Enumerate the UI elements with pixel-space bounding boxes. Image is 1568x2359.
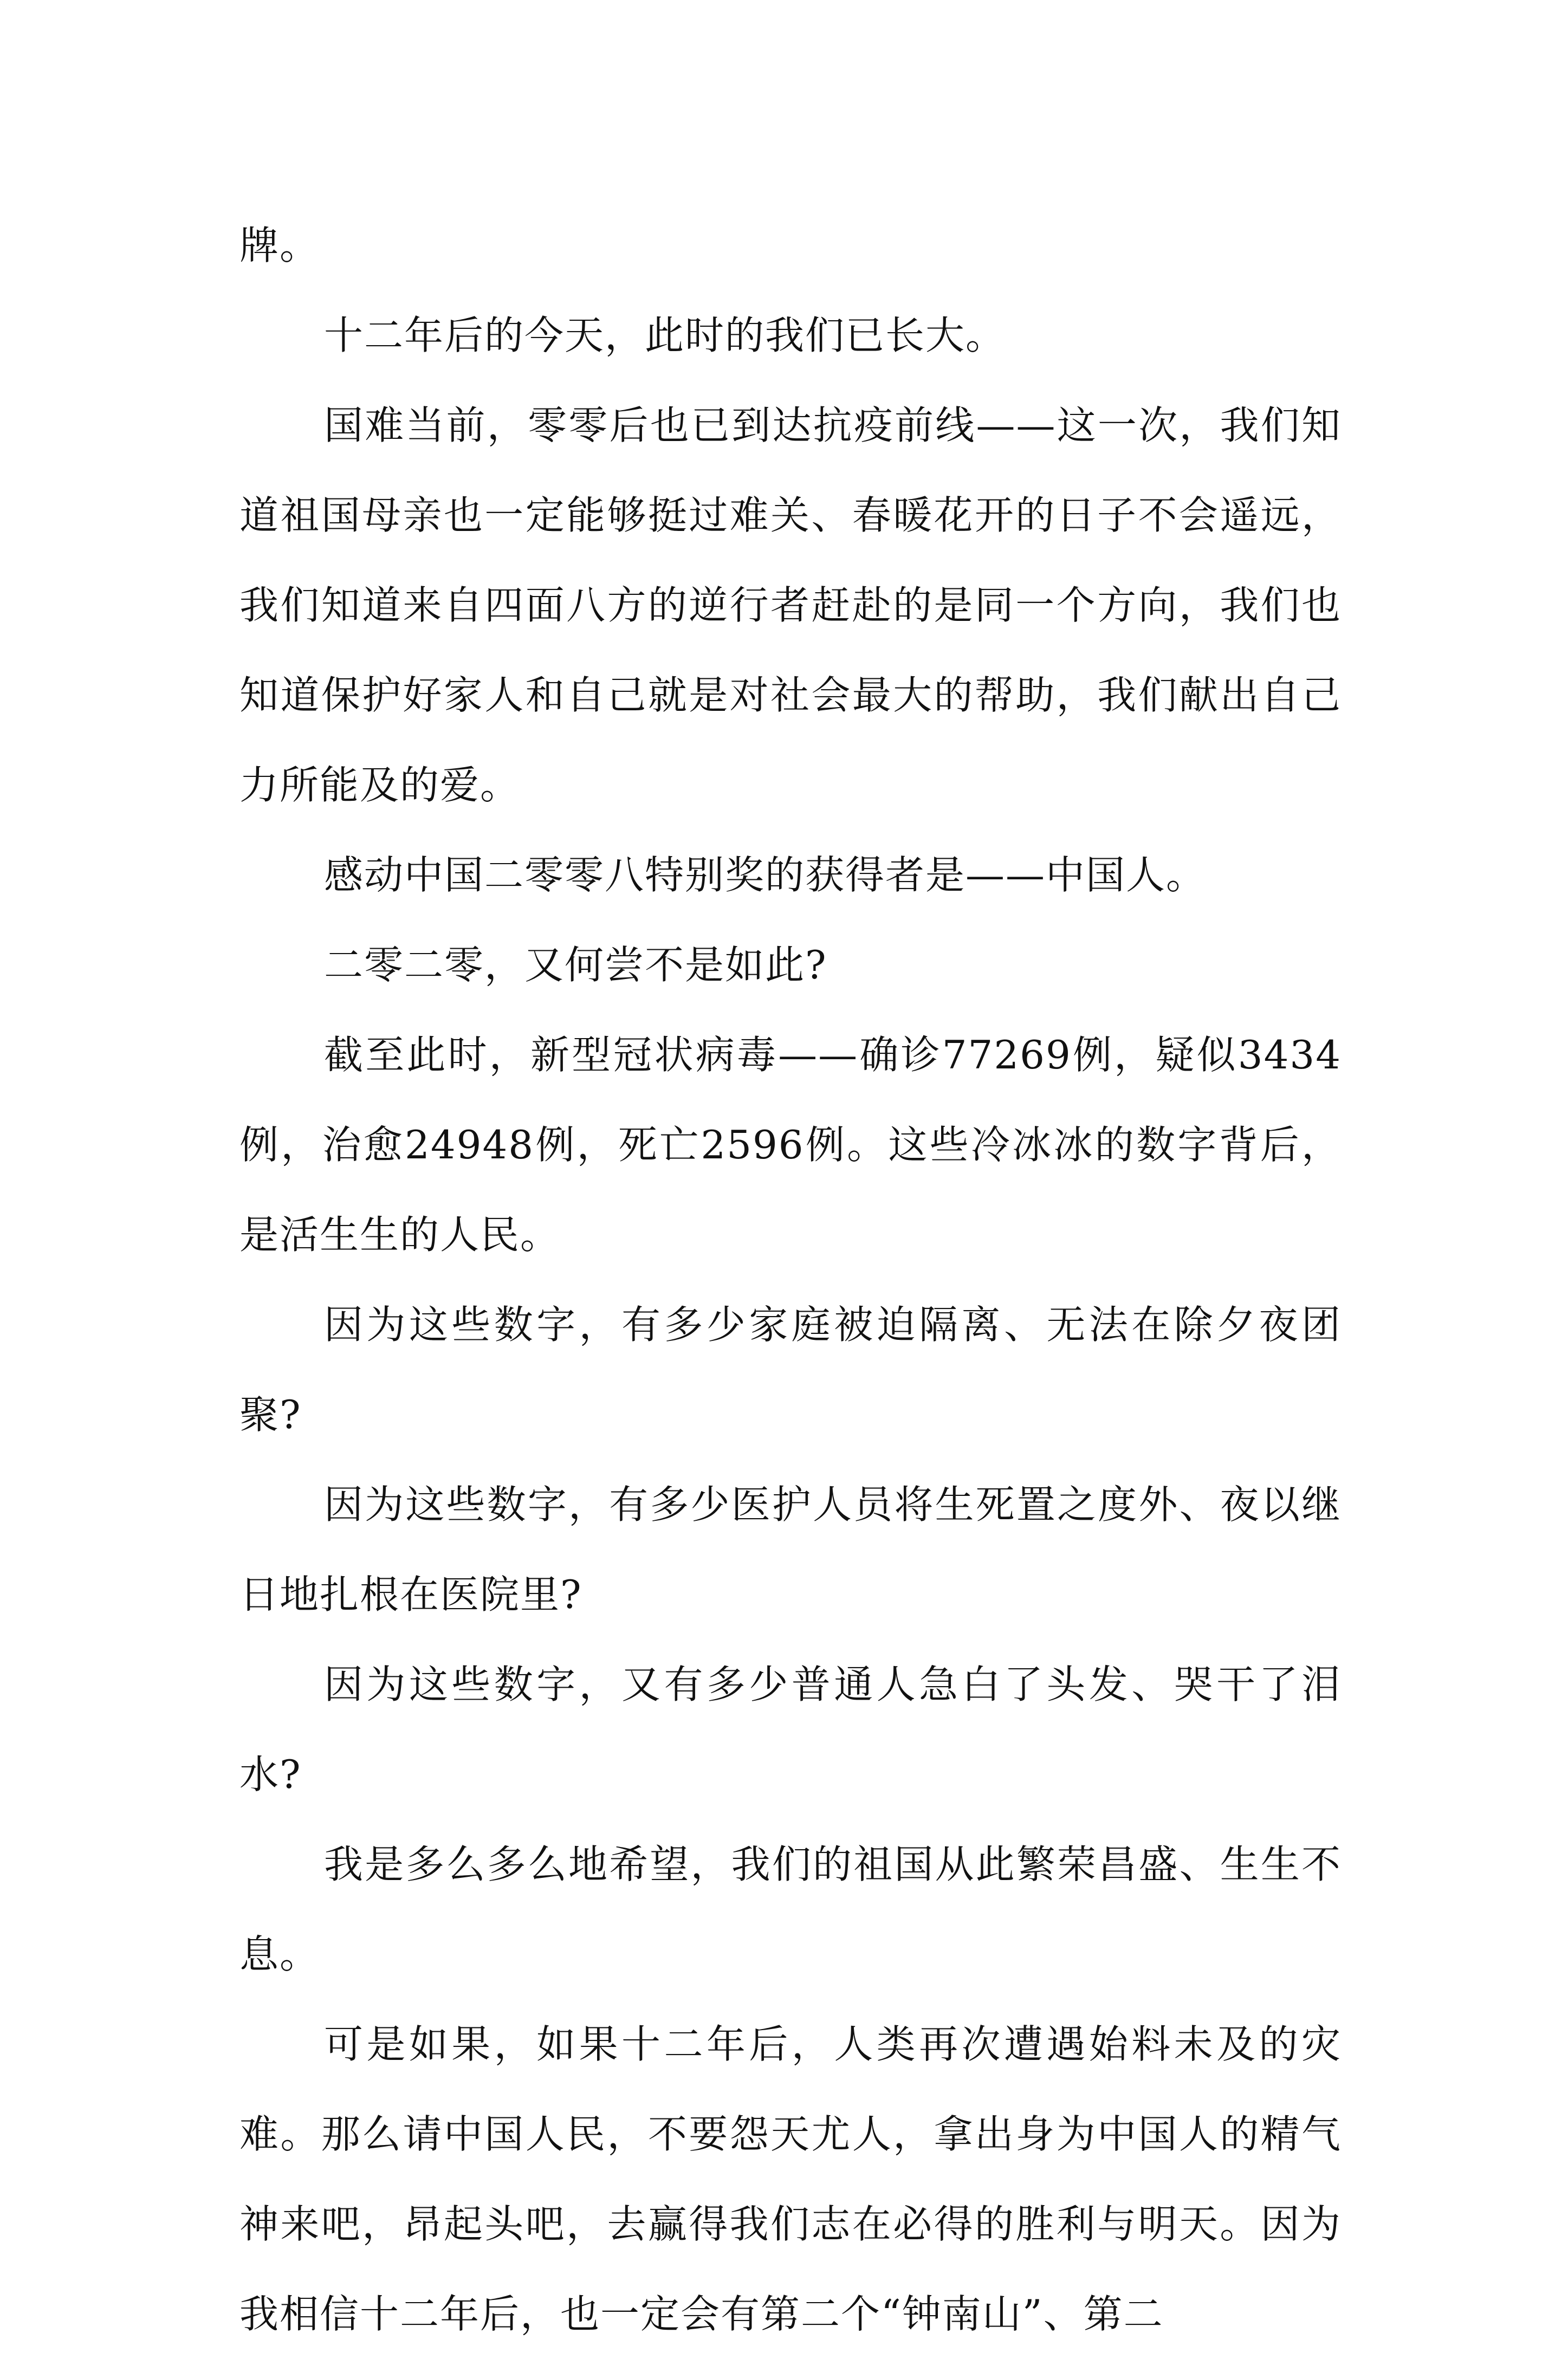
paragraph-4: 感动中国二零零八特别奖的获得者是——中国人。 [324, 852, 1207, 898]
paragraph-8: 因为这些数字，有多少医护人员将生死置之度外、夜以继日地扎根在医院里? [239, 1482, 1342, 1617]
body-text [239, 200, 1342, 2359]
paragraph-9: 因为这些数字，又有多少普通人急白了头发、哭干了泪水? [239, 1662, 1342, 1797]
paragraph-2: 十二年后的今天，此时的我们已长大。 [324, 313, 1006, 358]
paragraph-3: 国难当前，零零后也已到达抗疫前线——这一次，我们知道祖国母亲也一定能够挺过难关、春暖花开的日子不会遥远，我们知道来自四面八方的逆行者赶赴的是同一个方向，我们也知道保护好家人和自己就是对社会最大的帮助，我们献出自己力所能及的爱。 [239, 403, 1342, 808]
paragraph-5: 二零二零，又何尝不是如此? [324, 942, 827, 988]
paragraph-10: 我是多么多么地希望，我们的祖国从此繁荣昌盛、生生不息。 [239, 1842, 1342, 1977]
paragraph-7: 因为这些数字，有多少家庭被迫隔离、无法在除夕夜团聚? [239, 1302, 1342, 1437]
paragraph-6: 截至此时，新型冠状病毒——确诊77269例，疑似3434例，治愈24948例，死亡2596例。这些冷冰冰的数字背后，是活生生的人民。 [239, 1032, 1342, 1258]
paragraph-11: 可是如果，如果十二年后，人类再次遭遇始料未及的灾难。那么请中国人民，不要怨天尤人，拿出身为中国人的精气神来吧，昂起头吧，去赢得我们志在必得的胜利与明天。因为我相信十二年后，也一定会有第二个“钟南山”、第二 [239, 2021, 1342, 2337]
paragraph-1: 牌。 [239, 223, 320, 268]
